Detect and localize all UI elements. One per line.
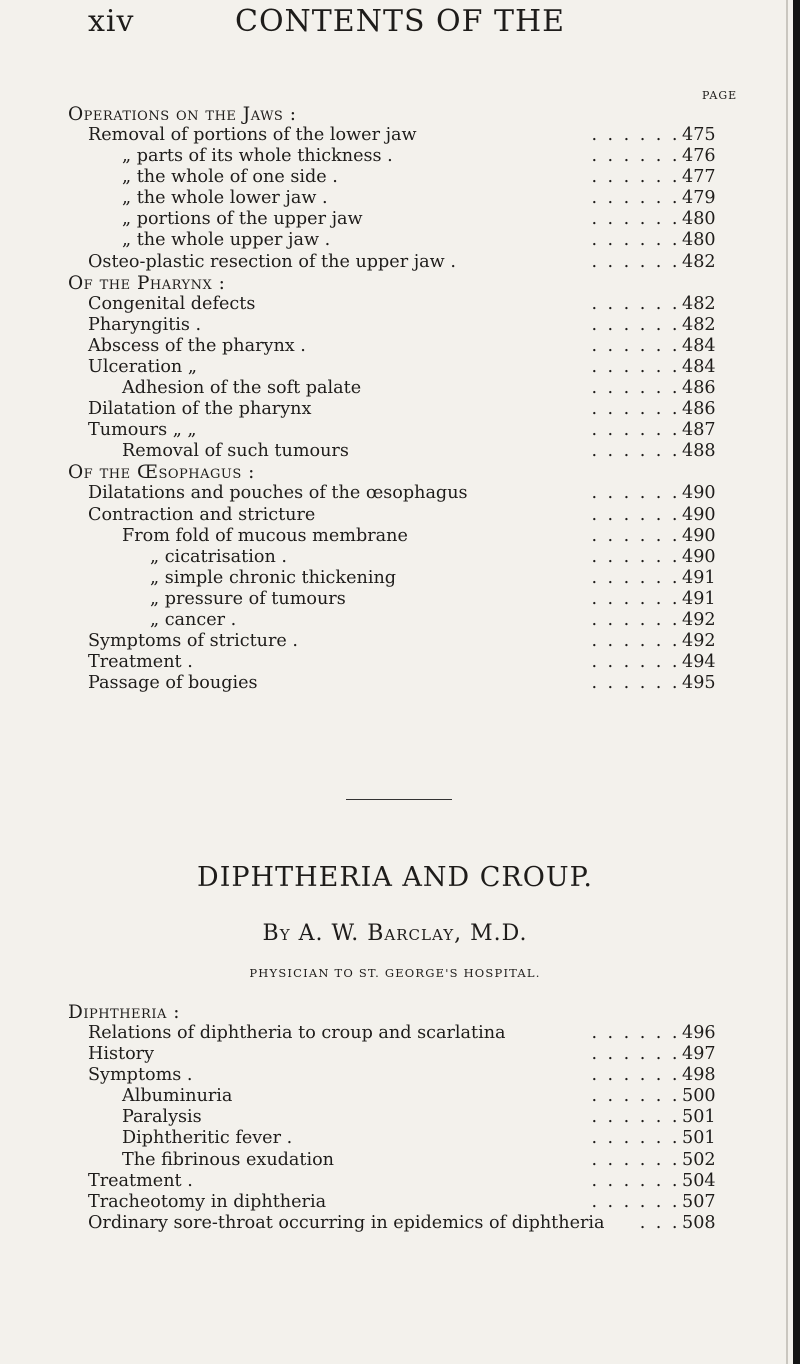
entry-title: Removal of portions of the lower jaw bbox=[88, 125, 417, 145]
part-title: DIPHTHERIA AND CROUP. bbox=[197, 862, 593, 893]
dot-leader: ...... bbox=[591, 167, 688, 188]
dot-leader: ...... bbox=[591, 1170, 688, 1191]
entry-page: 502 bbox=[682, 1149, 716, 1170]
section-heading: Operations on the Jaws : bbox=[68, 104, 297, 125]
entry-page: 480 bbox=[682, 230, 716, 251]
dot-leader: ...... bbox=[591, 209, 688, 230]
toc-entry bbox=[68, 1192, 768, 1213]
dot-leader: ...... bbox=[591, 546, 688, 567]
entry-title: Dilatation of the pharynx bbox=[88, 399, 312, 420]
toc-entry bbox=[68, 188, 768, 209]
part-author: By A. W. Barclay, M.D. bbox=[262, 921, 528, 946]
running-header bbox=[0, 0, 800, 64]
dot-leader: ...... bbox=[591, 251, 688, 272]
toc-entry bbox=[68, 1107, 768, 1128]
page-edge bbox=[793, 0, 800, 1364]
entry-page: 475 bbox=[682, 125, 716, 145]
toc-entry bbox=[68, 399, 768, 420]
entry-page: 488 bbox=[682, 441, 716, 462]
dot-leader: ...... bbox=[591, 1149, 688, 1170]
entry-page: 491 bbox=[682, 567, 716, 588]
entry-page: 504 bbox=[682, 1170, 716, 1191]
entry-page: 495 bbox=[682, 673, 716, 694]
entry-page: 479 bbox=[682, 188, 716, 209]
entry-page: 486 bbox=[682, 399, 716, 420]
dot-leader: ...... bbox=[591, 1191, 688, 1212]
entry-page: 487 bbox=[682, 420, 716, 441]
toc-entry bbox=[68, 1086, 768, 1107]
dot-leader: ...... bbox=[591, 631, 688, 652]
dot-leader: ...... bbox=[591, 483, 688, 504]
dot-leader: ...... bbox=[591, 1107, 688, 1128]
entry-page: 501 bbox=[682, 1128, 716, 1149]
toc-entry bbox=[68, 146, 768, 167]
entry-title: Treatment . bbox=[88, 1170, 193, 1191]
entry-title: Paralysis bbox=[122, 1107, 202, 1128]
dot-leader: ...... bbox=[591, 1086, 688, 1107]
entry-title: „ the whole upper jaw . bbox=[122, 230, 331, 251]
toc-entry bbox=[68, 673, 768, 694]
toc-entry bbox=[68, 209, 768, 230]
entry-page: 507 bbox=[682, 1191, 716, 1212]
entry-title: Contraction and stricture bbox=[88, 504, 316, 525]
entry-title: Tracheotomy in diphtheria bbox=[88, 1191, 327, 1212]
toc-entry bbox=[68, 589, 768, 610]
entry-title: Ulceration „ bbox=[88, 356, 197, 377]
entry-title: Tumours „ „ bbox=[88, 420, 197, 441]
entry-title: Congenital defects bbox=[88, 293, 256, 314]
toc-entry bbox=[68, 315, 768, 336]
entry-page: 498 bbox=[682, 1065, 716, 1086]
dot-leader: ...... bbox=[591, 356, 688, 377]
entry-title: Diphtheritic fever . bbox=[122, 1128, 293, 1149]
entry-title: Albuminuria bbox=[122, 1086, 233, 1107]
divider-rule bbox=[346, 799, 452, 800]
entry-title: „ simple chronic thickening bbox=[150, 567, 397, 588]
entry-page: 508 bbox=[682, 1212, 716, 1233]
section-heading: Diphtheria : bbox=[68, 1002, 180, 1023]
entry-title: „ portions of the upper jaw bbox=[122, 209, 363, 230]
entry-title: History bbox=[88, 1044, 155, 1065]
running-title: CONTENTS OF THE bbox=[235, 4, 566, 39]
dot-leader: ...... bbox=[591, 378, 688, 399]
page-number: xiv bbox=[88, 4, 135, 39]
entry-title: „ the whole of one side . bbox=[122, 167, 338, 188]
toc-entry bbox=[68, 336, 768, 357]
toc-entry bbox=[68, 357, 768, 378]
toc-entry bbox=[68, 294, 768, 315]
entry-title: Treatment . bbox=[88, 652, 193, 673]
dot-leader: ...... bbox=[591, 609, 688, 630]
entry-page: 482 bbox=[682, 293, 716, 314]
entry-title: Ordinary sore-throat occurring in epidemics of diphtheria bbox=[88, 1212, 605, 1233]
toc-entry bbox=[68, 610, 768, 631]
entry-page: 494 bbox=[682, 652, 716, 673]
entry-page: 484 bbox=[682, 335, 716, 356]
entry-page: 496 bbox=[682, 1023, 716, 1043]
toc-entry bbox=[68, 378, 768, 399]
entry-page: 482 bbox=[682, 251, 716, 272]
toc-entry bbox=[68, 1171, 768, 1192]
entry-page: 490 bbox=[682, 546, 716, 567]
toc-entry bbox=[68, 1023, 768, 1044]
toc-entry bbox=[68, 230, 768, 251]
entry-title: „ cicatrisation . bbox=[150, 546, 287, 567]
entry-page: 480 bbox=[682, 209, 716, 230]
dot-leader: ...... bbox=[591, 125, 688, 145]
dot-leader: ...... bbox=[591, 567, 688, 588]
dot-leader: ...... bbox=[591, 1023, 688, 1043]
entry-title: Removal of such tumours bbox=[122, 441, 349, 462]
toc-entry bbox=[68, 1128, 768, 1149]
toc-entry bbox=[68, 505, 768, 526]
dot-leader: ...... bbox=[591, 293, 688, 314]
entry-page: 501 bbox=[682, 1107, 716, 1128]
dot-leader: ...... bbox=[591, 1065, 688, 1086]
toc-entry bbox=[68, 1150, 768, 1171]
section-heading: Of the Pharynx : bbox=[68, 272, 226, 294]
entry-title: From fold of mucous membrane bbox=[122, 525, 408, 546]
entry-title: „ the whole lower jaw . bbox=[122, 188, 328, 209]
toc-entry bbox=[68, 652, 768, 673]
toc-entry bbox=[68, 167, 768, 188]
entry-page: 490 bbox=[682, 525, 716, 546]
toc-entry bbox=[68, 568, 768, 589]
dot-leader: ... bbox=[639, 1212, 688, 1233]
dot-leader: ...... bbox=[591, 1044, 688, 1065]
toc-entry bbox=[68, 547, 768, 568]
entry-page: 490 bbox=[682, 504, 716, 525]
toc-entry bbox=[68, 631, 768, 652]
section-heading: Of the Œsophagus : bbox=[68, 462, 255, 484]
dot-leader: ...... bbox=[591, 525, 688, 546]
entry-page: 492 bbox=[682, 609, 716, 630]
toc-entry bbox=[68, 252, 768, 273]
entry-page: 491 bbox=[682, 588, 716, 609]
entry-page: 490 bbox=[682, 483, 716, 504]
toc-entry bbox=[68, 441, 768, 462]
dot-leader: ...... bbox=[591, 188, 688, 209]
entry-title: Dilatations and pouches of the œsophagus bbox=[88, 483, 468, 504]
entry-title: „ parts of its whole thickness . bbox=[122, 146, 393, 167]
entry-page: 484 bbox=[682, 356, 716, 377]
contents-list-surgery bbox=[68, 104, 768, 694]
dot-leader: ...... bbox=[591, 399, 688, 420]
dot-leader: ...... bbox=[591, 314, 688, 335]
entry-page: 476 bbox=[682, 146, 716, 167]
dot-leader: ...... bbox=[591, 420, 688, 441]
entry-title: „ pressure of tumours bbox=[150, 588, 346, 609]
entry-title: Symptoms of stricture . bbox=[88, 631, 298, 652]
dot-leader: ...... bbox=[591, 588, 688, 609]
contents-list-diphtheria bbox=[68, 1002, 768, 1234]
entry-page: 486 bbox=[682, 378, 716, 399]
toc-entry bbox=[68, 526, 768, 547]
entry-page: 497 bbox=[682, 1044, 716, 1065]
entry-title: Pharyngitis . bbox=[88, 314, 202, 335]
toc-entry bbox=[68, 420, 768, 441]
author-affiliation: PHYSICIAN TO ST. GEORGE'S HOSPITAL. bbox=[249, 966, 541, 980]
dot-leader: ...... bbox=[591, 441, 688, 462]
toc-entry bbox=[68, 125, 768, 146]
toc-entry bbox=[68, 1213, 768, 1234]
toc-entry bbox=[68, 1065, 768, 1086]
toc-entry bbox=[68, 483, 768, 504]
entry-page: 492 bbox=[682, 631, 716, 652]
entry-title: Relations of diphtheria to croup and scarlatina bbox=[88, 1023, 506, 1043]
entry-page: 500 bbox=[682, 1086, 716, 1107]
page-column-label: PAGE bbox=[702, 89, 738, 102]
dot-leader: ...... bbox=[591, 504, 688, 525]
dot-leader: ...... bbox=[591, 146, 688, 167]
dot-leader: ...... bbox=[591, 673, 688, 694]
dot-leader: ...... bbox=[591, 335, 688, 356]
entry-page: 482 bbox=[682, 314, 716, 335]
entry-title: Abscess of the pharynx . bbox=[88, 335, 306, 356]
entry-title: „ cancer . bbox=[150, 609, 237, 630]
entry-title: Osteo-plastic resection of the upper jaw . bbox=[88, 251, 456, 272]
entry-title: Passage of bougies bbox=[88, 673, 258, 694]
dot-leader: ...... bbox=[591, 652, 688, 673]
dot-leader: ...... bbox=[591, 1128, 688, 1149]
dot-leader: ...... bbox=[591, 230, 688, 251]
toc-entry bbox=[68, 1044, 768, 1065]
entry-title: Symptoms . bbox=[88, 1065, 193, 1086]
page-shadow bbox=[786, 0, 788, 1364]
entry-page: 477 bbox=[682, 167, 716, 188]
entry-title: The fibrinous exudation bbox=[122, 1149, 335, 1170]
entry-title: Adhesion of the soft palate bbox=[122, 378, 362, 399]
